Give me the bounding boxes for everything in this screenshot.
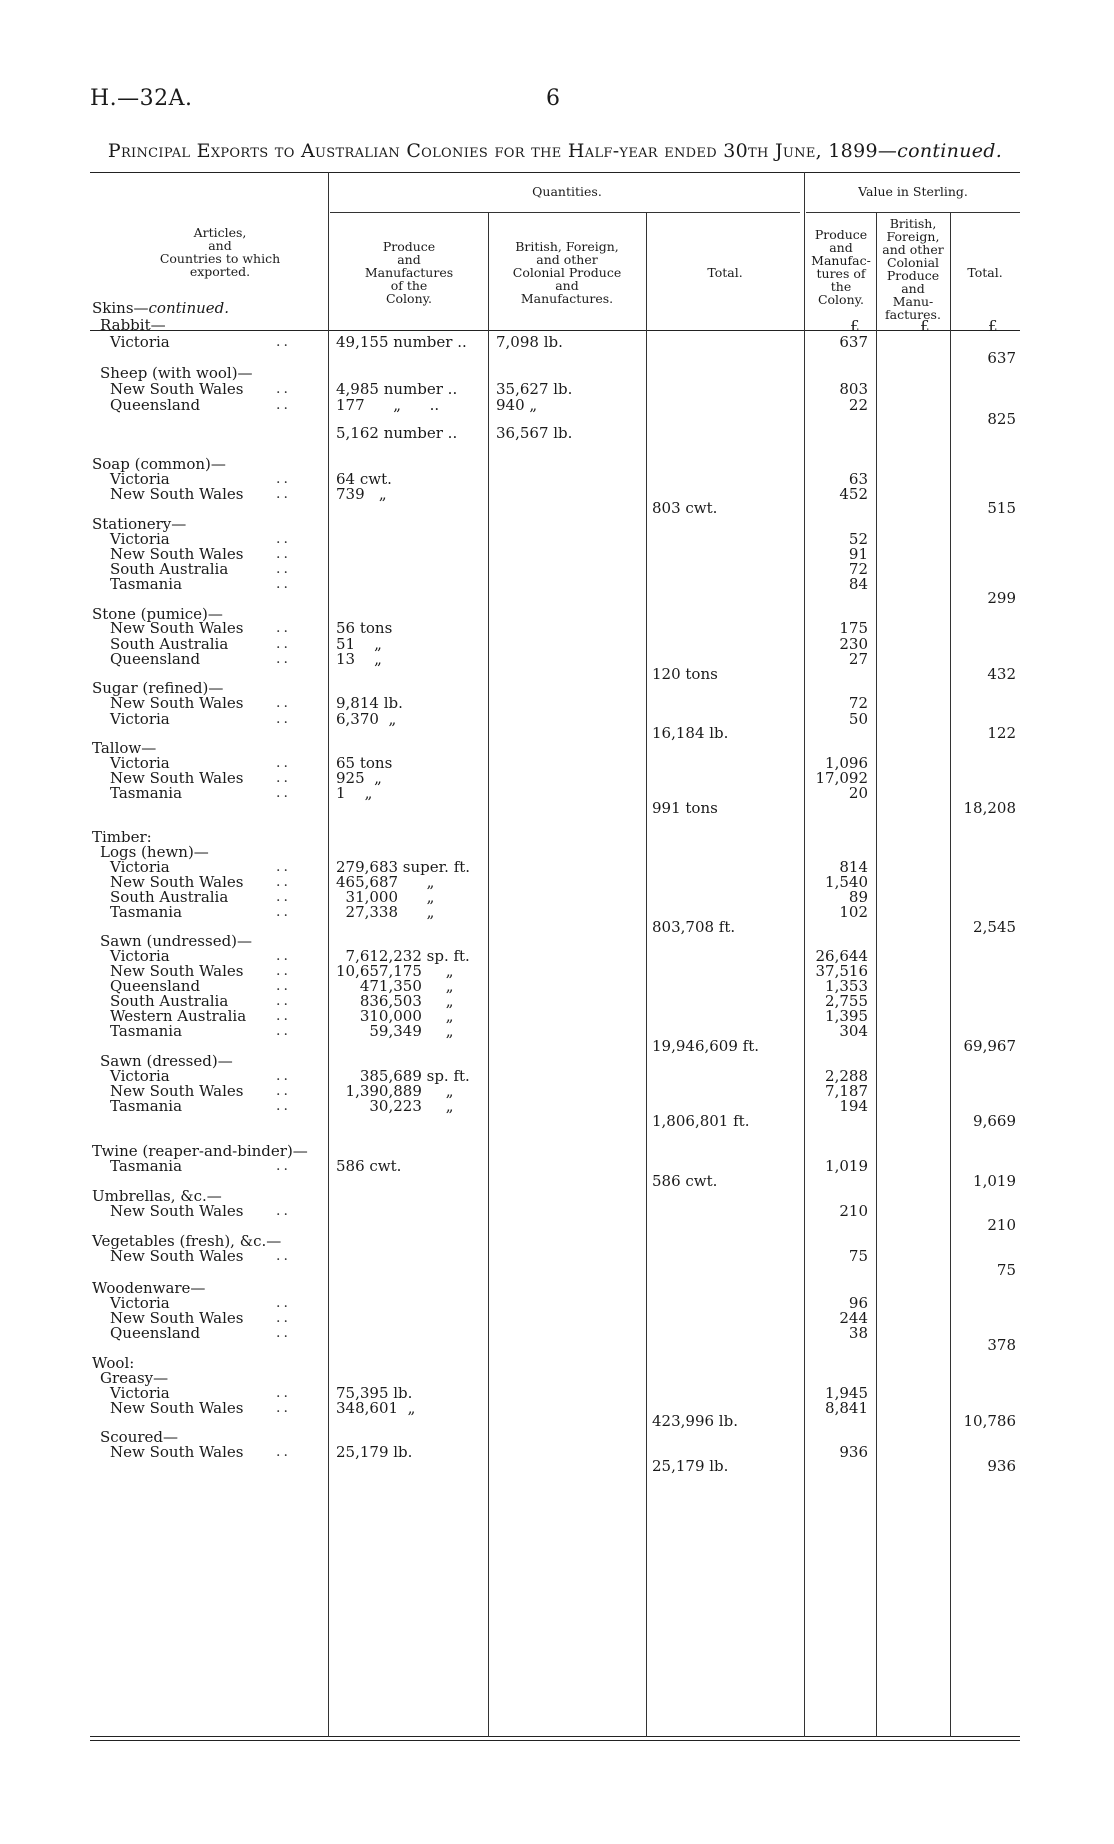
- qty-produce-cell: 56 tons: [336, 619, 393, 637]
- row-label: South Australia: [110, 635, 229, 653]
- value-produce-cell: 244: [839, 1309, 868, 1327]
- value-produce-cell: 8,841: [825, 1399, 868, 1417]
- row-label: South Australia: [110, 560, 229, 578]
- qty-total-cell: 586 cwt.: [652, 1172, 718, 1190]
- v-produce-header: Produce and Manufac- tures of the Colony.: [811, 227, 871, 307]
- value-total-cell: 936: [987, 1457, 1016, 1475]
- page-title: [90, 140, 1020, 162]
- leader-dots: ..: [276, 561, 291, 577]
- row-label: Stone (pumice)—: [92, 605, 223, 623]
- row-label: Tasmania: [110, 784, 183, 802]
- leader-dots: ..: [276, 1023, 291, 1039]
- value-produce-cell: 52: [848, 530, 868, 548]
- qty-produce-cell: 31,000 „: [336, 888, 435, 906]
- qty-produce-cell: 586 cwt.: [336, 1157, 402, 1175]
- value-produce-cell: 1,395: [825, 1007, 868, 1025]
- row-label: Victoria: [110, 1294, 170, 1312]
- v-total-header: Total.: [967, 265, 1003, 280]
- row-label: New South Wales: [110, 485, 244, 503]
- leader-dots: ..: [276, 1083, 291, 1099]
- row-label: Tasmania: [110, 1097, 183, 1115]
- value-produce-cell: 72: [848, 694, 868, 712]
- qty-produce-cell: 310,000 „: [336, 1007, 454, 1025]
- value-produce-cell: 803: [839, 380, 868, 398]
- qty-produce-cell: 1,390,889 „: [336, 1082, 454, 1100]
- leader-dots: ..: [276, 889, 291, 905]
- value-total-cell: 18,208: [963, 799, 1016, 817]
- leader-dots: ..: [276, 711, 291, 727]
- row-label: South Australia: [110, 992, 229, 1010]
- leader-dots: ..: [276, 695, 291, 711]
- leader-dots: ..: [276, 334, 291, 350]
- qty-produce-cell: 471,350 „: [336, 977, 454, 995]
- value-produce-cell: 38: [848, 1324, 868, 1342]
- row-label: Victoria: [110, 947, 170, 965]
- leader-dots: ..: [276, 636, 291, 652]
- leader-dots: ..: [276, 948, 291, 964]
- row-label: Queensland: [110, 396, 201, 414]
- row-label: Queensland: [110, 650, 201, 668]
- qty-british-cell: 35,627 lb.: [496, 380, 573, 398]
- qty-total-cell: 25,179 lb.: [652, 1457, 729, 1475]
- qty-total-cell: 120 tons: [652, 665, 718, 683]
- value-total-cell: 69,967: [963, 1037, 1016, 1055]
- col-divider-v2: [950, 212, 951, 1737]
- value-produce-cell: 50: [848, 710, 868, 728]
- qty-british-cell: 940 „: [496, 396, 538, 414]
- value-produce-cell: 72: [848, 560, 868, 578]
- value-produce-cell: 2,755: [825, 992, 868, 1010]
- qty-produce-cell: 25,179 lb.: [336, 1443, 413, 1461]
- leader-dots: ..: [276, 1385, 291, 1401]
- qty-produce-cell: 4,985 number ..: [336, 380, 458, 398]
- row-label: Victoria: [110, 530, 170, 548]
- currency-symbol: £: [920, 317, 930, 335]
- value-produce-cell: 75: [848, 1247, 868, 1265]
- value-produce-cell: 1,353: [825, 977, 868, 995]
- col-divider-q2: [646, 212, 647, 1737]
- row-label: Greasy—: [100, 1369, 169, 1387]
- row-label: Victoria: [110, 470, 170, 488]
- q-produce-header: Produce and Manufactures of the Colony.: [364, 239, 454, 306]
- row-label: New South Wales: [110, 1202, 244, 1220]
- value-total-cell: 299: [987, 589, 1016, 607]
- qty-produce-cell: 1 „: [336, 784, 373, 802]
- value-produce-cell: 814: [839, 858, 868, 876]
- value-total-cell: 75: [996, 1261, 1016, 1279]
- leader-dots: ..: [276, 859, 291, 875]
- row-label: Queensland: [110, 1324, 201, 1342]
- qty-produce-cell: 739 „: [336, 485, 387, 503]
- row-label: South Australia: [110, 888, 229, 906]
- row-label: Victoria: [110, 1067, 170, 1085]
- articles-header: Articles, and Countries to which exported.: [159, 225, 281, 279]
- document-reference: H.—32A.: [90, 86, 193, 111]
- leader-dots: ..: [276, 1310, 291, 1326]
- qty-produce-cell: 49,155 number ..: [336, 333, 467, 351]
- leader-dots: ..: [276, 978, 291, 994]
- value-total-cell: 825: [987, 410, 1016, 428]
- value-total-cell: 210: [987, 1216, 1016, 1234]
- leader-dots: ..: [276, 904, 291, 920]
- value-underline: [806, 212, 1020, 213]
- row-label: New South Wales: [110, 1309, 244, 1327]
- q-total-header: Total.: [707, 265, 743, 280]
- qty-produce-cell: 27,338 „: [336, 903, 435, 921]
- value-produce-cell: 37,516: [815, 962, 868, 980]
- row-label: Rabbit—: [100, 316, 166, 334]
- qty-total-cell: 1,806,801 ft.: [652, 1112, 750, 1130]
- row-label: Tallow—: [92, 739, 157, 757]
- leader-dots: ..: [276, 1248, 291, 1264]
- value-produce-cell: 1,540: [825, 873, 868, 891]
- row-label: Woodenware—: [92, 1279, 206, 1297]
- value-produce-cell: 637: [839, 333, 868, 351]
- leader-dots: ..: [276, 1400, 291, 1416]
- value-produce-cell: 20: [848, 784, 868, 802]
- qty-british-cell: 7,098 lb.: [496, 333, 563, 351]
- leader-dots: ..: [276, 1325, 291, 1341]
- row-label: Wool:: [92, 1354, 135, 1372]
- currency-symbol: £: [850, 317, 860, 335]
- value-total-cell: 432: [987, 665, 1016, 683]
- row-label: Sawn (undressed)—: [100, 932, 253, 950]
- qty-total-cell: 19,946,609 ft.: [652, 1037, 759, 1055]
- qty-produce-cell: 836,503 „: [336, 992, 454, 1010]
- row-label: Victoria: [110, 710, 170, 728]
- row-label: Victoria: [110, 333, 170, 351]
- value-produce-cell: 304: [839, 1022, 868, 1040]
- leader-dots: ..: [276, 1008, 291, 1024]
- leader-dots: ..: [276, 381, 291, 397]
- page-header: [90, 86, 1020, 116]
- qty-produce-cell: 9,814 lb.: [336, 694, 403, 712]
- value-produce-cell: 89: [848, 888, 868, 906]
- value-total-cell: 10,786: [963, 1412, 1016, 1430]
- row-label: Queensland: [110, 977, 201, 995]
- leader-dots: ..: [276, 651, 291, 667]
- value-produce-cell: 27: [848, 650, 868, 668]
- col-divider-articles: [328, 172, 329, 1737]
- row-label: Tasmania: [110, 1022, 183, 1040]
- value-produce-cell: 96: [848, 1294, 868, 1312]
- value-total-cell: 2,545: [973, 918, 1016, 936]
- value-produce-cell: 175: [839, 619, 868, 637]
- row-label: Victoria: [110, 754, 170, 772]
- qty-produce-cell: 10,657,175 „: [336, 962, 454, 980]
- row-label: Western Australia: [110, 1007, 247, 1025]
- value-total-cell: 9,669: [973, 1112, 1016, 1130]
- row-label: Timber:: [92, 828, 152, 846]
- table-bottom-rule-2: [90, 1740, 1020, 1741]
- row-label: Stationery—: [92, 515, 187, 533]
- table-top-rule: [90, 172, 1020, 173]
- q-british-header: British, Foreign, and other Colonial Produce and Manufactures.: [512, 239, 622, 306]
- row-label: New South Wales: [110, 962, 244, 980]
- qty-total-cell: 423,996 lb.: [652, 1412, 738, 1430]
- value-produce-cell: 210: [839, 1202, 868, 1220]
- row-label: Skins—continued.: [92, 299, 230, 317]
- qty-produce-cell: 30,223 „: [336, 1097, 454, 1115]
- v-british-header: British, Foreign, and other Colonial Produce and Manu- factures.: [882, 216, 944, 322]
- leader-dots: ..: [276, 397, 291, 413]
- page-number: 6: [546, 86, 560, 111]
- leader-dots: ..: [276, 770, 291, 786]
- qty-produce-cell: 465,687 „: [336, 873, 435, 891]
- value-produce-cell: 26,644: [815, 947, 868, 965]
- leader-dots: ..: [276, 620, 291, 636]
- row-label: New South Wales: [110, 873, 244, 891]
- row-label: Tasmania: [110, 1157, 183, 1175]
- qty-produce-cell: 75,395 lb.: [336, 1384, 413, 1402]
- value-total-cell: 122: [987, 724, 1016, 742]
- row-label: Tasmania: [110, 575, 183, 593]
- qty-produce-cell: 348,601 „: [336, 1399, 416, 1417]
- value-produce-cell: 91: [848, 545, 868, 563]
- qty-total-cell: 991 tons: [652, 799, 718, 817]
- qty-produce-cell: 59,349 „: [336, 1022, 454, 1040]
- leader-dots: ..: [276, 546, 291, 562]
- value-produce-cell: 84: [848, 575, 868, 593]
- qty-produce-cell: 51 „: [336, 635, 382, 653]
- value-produce-cell: 1,096: [825, 754, 868, 772]
- leader-dots: ..: [276, 963, 291, 979]
- row-label: New South Wales: [110, 380, 244, 398]
- title-main: Principal Exports to Australian Colonies for the Half-year ended 30th June, 1899—: [107, 140, 898, 162]
- header-bottom-rule: [90, 330, 1020, 331]
- row-label: New South Wales: [110, 1247, 244, 1265]
- leader-dots: ..: [276, 1098, 291, 1114]
- quantities-header: Quantities.: [532, 184, 602, 199]
- qty-produce-cell: 7,612,232 sp. ft.: [336, 947, 470, 965]
- leader-dots: ..: [276, 486, 291, 502]
- row-label: New South Wales: [110, 1399, 244, 1417]
- value-header: Value in Sterling.: [858, 184, 968, 199]
- qty-produce-cell: 6,370 „: [336, 710, 397, 728]
- col-divider-q1: [488, 212, 489, 1737]
- qty-total-cell: 803 cwt.: [652, 499, 718, 517]
- leader-dots: ..: [276, 576, 291, 592]
- value-produce-cell: 7,187: [825, 1082, 868, 1100]
- row-label: Victoria: [110, 1384, 170, 1402]
- qty-total-cell: 803,708 ft.: [652, 918, 736, 936]
- row-label: Twine (reaper-and-binder)—: [92, 1142, 308, 1160]
- qty-british-cell: 36,567 lb.: [496, 424, 573, 442]
- qty-produce-cell: 925 „: [336, 769, 382, 787]
- quantities-underline: [330, 212, 800, 213]
- value-produce-cell: 936: [839, 1443, 868, 1461]
- row-label: Victoria: [110, 858, 170, 876]
- row-label: Umbrellas, &c.—: [92, 1187, 222, 1205]
- leader-dots: ..: [276, 755, 291, 771]
- leader-dots: ..: [276, 531, 291, 547]
- row-label: New South Wales: [110, 1082, 244, 1100]
- qty-produce-cell: 177 „ ..: [336, 396, 440, 414]
- qty-produce-cell: 65 tons: [336, 754, 393, 772]
- row-label: Sheep (with wool)—: [100, 364, 253, 382]
- row-label: New South Wales: [110, 769, 244, 787]
- row-label: New South Wales: [110, 1443, 244, 1461]
- leader-dots: ..: [276, 1158, 291, 1174]
- leader-dots: ..: [276, 1444, 291, 1460]
- title-continued: continued.: [897, 140, 1003, 162]
- leader-dots: ..: [276, 1203, 291, 1219]
- value-produce-cell: 102: [839, 903, 868, 921]
- table-bottom-rule: [90, 1736, 1020, 1737]
- qty-total-cell: 16,184 lb.: [652, 724, 729, 742]
- leader-dots: ..: [276, 1068, 291, 1084]
- value-total-cell: 378: [987, 1336, 1016, 1354]
- value-produce-cell: 1,019: [825, 1157, 868, 1175]
- row-label: Sawn (dressed)—: [100, 1052, 233, 1070]
- col-divider-q3: [804, 172, 805, 1737]
- leader-dots: ..: [276, 1295, 291, 1311]
- row-label: Soap (common)—: [92, 455, 226, 473]
- qty-produce-cell: 279,683 super. ft.: [336, 858, 471, 876]
- value-produce-cell: 2,288: [825, 1067, 868, 1085]
- row-label: Sugar (refined)—: [92, 679, 224, 697]
- value-produce-cell: 230: [839, 635, 868, 653]
- value-total-cell: 637: [987, 349, 1016, 367]
- qty-produce-cell: 385,689 sp. ft.: [336, 1067, 470, 1085]
- value-produce-cell: 452: [839, 485, 868, 503]
- value-produce-cell: 1,945: [825, 1384, 868, 1402]
- value-total-cell: 1,019: [973, 1172, 1016, 1190]
- value-produce-cell: 63: [848, 470, 868, 488]
- qty-produce-cell: 5,162 number ..: [336, 424, 458, 442]
- value-produce-cell: 22: [848, 396, 868, 414]
- leader-dots: ..: [276, 785, 291, 801]
- row-label: Scoured—: [100, 1428, 179, 1446]
- leader-dots: ..: [276, 874, 291, 890]
- value-produce-cell: 194: [839, 1097, 868, 1115]
- leader-dots: ..: [276, 471, 291, 487]
- value-total-cell: 515: [987, 499, 1016, 517]
- value-produce-cell: 17,092: [815, 769, 868, 787]
- leader-dots: ..: [276, 993, 291, 1009]
- row-label-continued: continued.: [148, 299, 230, 317]
- row-label: New South Wales: [110, 545, 244, 563]
- row-label: Tasmania: [110, 903, 183, 921]
- row-label: Vegetables (fresh), &c.—: [92, 1232, 282, 1250]
- row-label: New South Wales: [110, 694, 244, 712]
- qty-produce-cell: 64 cwt.: [336, 470, 392, 488]
- row-label: New South Wales: [110, 619, 244, 637]
- qty-produce-cell: 13 „: [336, 650, 382, 668]
- currency-symbol: £: [988, 317, 998, 335]
- row-label: Logs (hewn)—: [100, 843, 209, 861]
- col-divider-v1: [876, 212, 877, 1737]
